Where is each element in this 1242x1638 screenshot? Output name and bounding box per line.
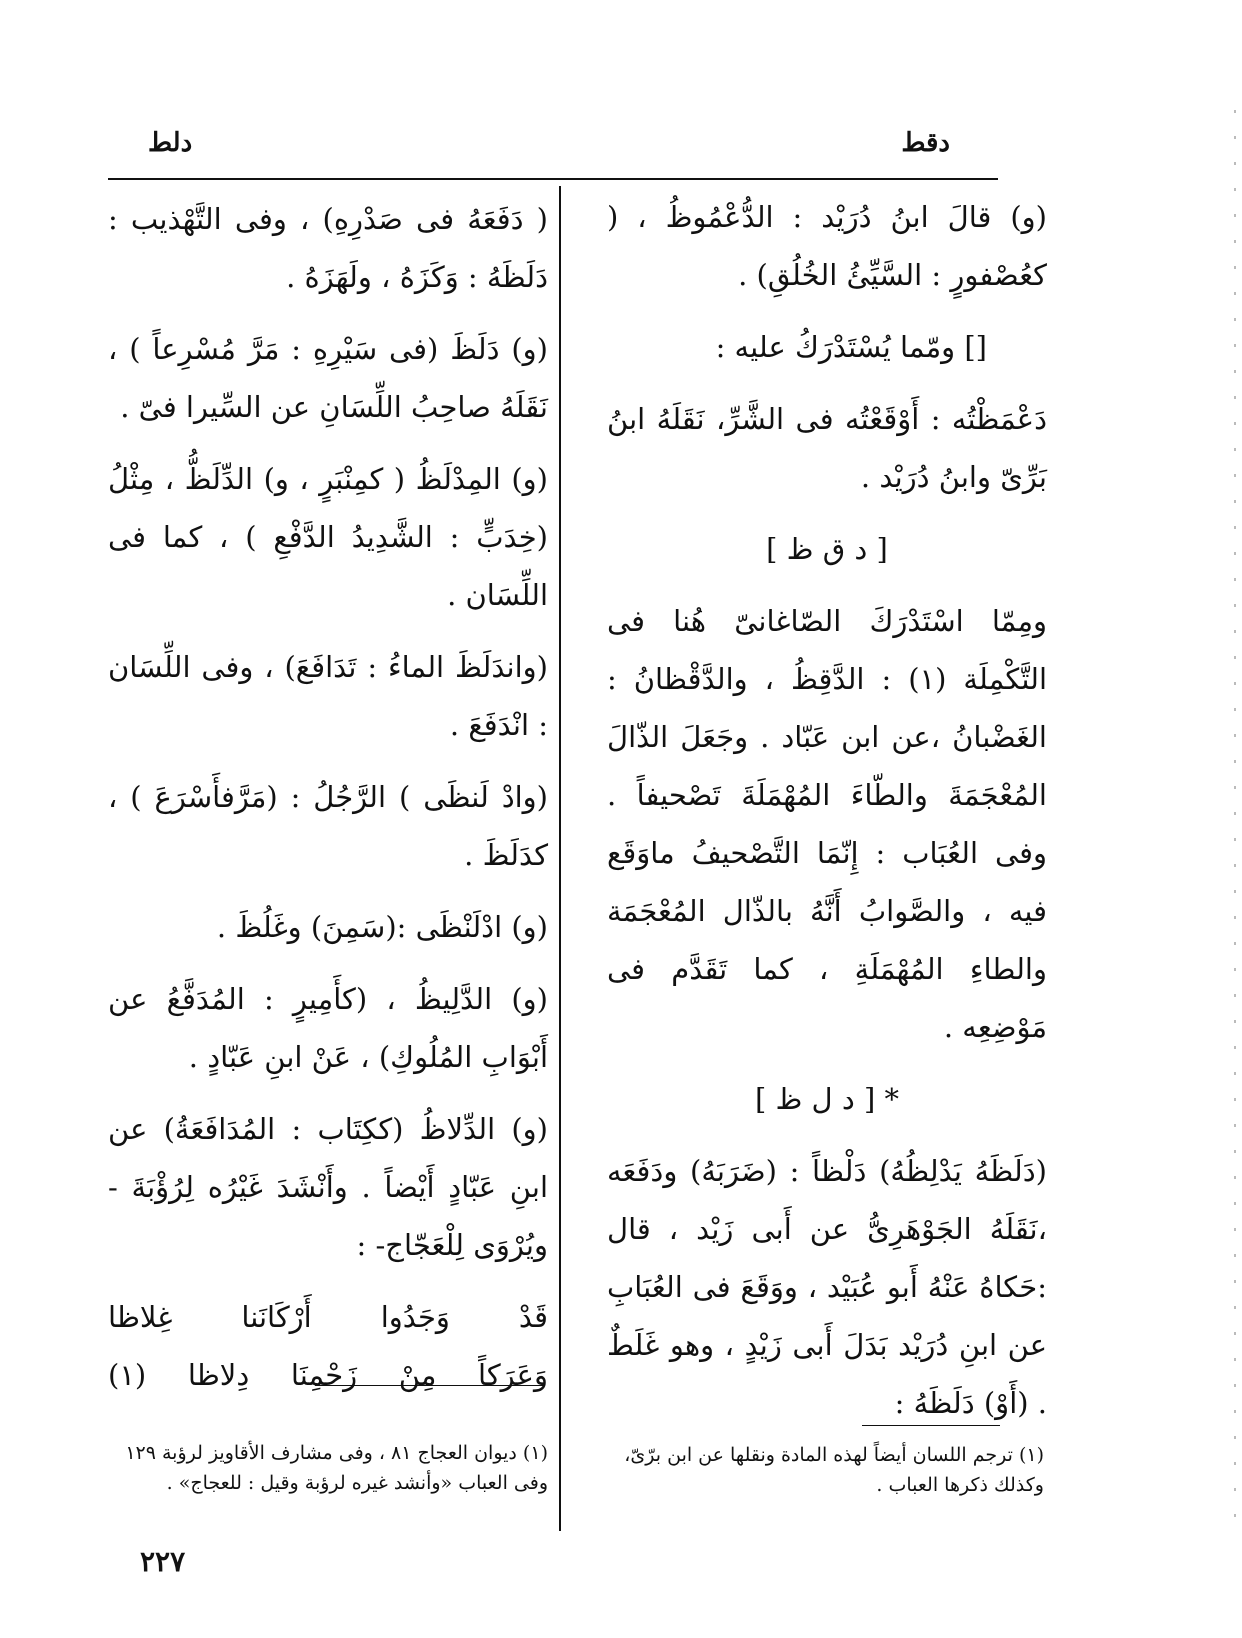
scan-edge-marks bbox=[1234, 110, 1236, 1530]
entry-heading-dlz: * [ د ل ظ ] bbox=[754, 1082, 900, 1116]
paragraph: دَعْمَظْتُه : أَوْقَعْتُه فى الشَّرِّ، نَقَلَهُ ابنُ بَرِّىّ وابنُ دُرَيْد . bbox=[607, 402, 1047, 494]
verse-block bbox=[108, 1288, 548, 1404]
running-head-right: دقط bbox=[901, 128, 950, 158]
paragraph: (و) قالَ ابنُ دُرَيْد : الدُّعْمُوظُ ، ( كعُصْفورٍ : السَّيِّئُ الخُلُقِ) . bbox=[607, 200, 1047, 292]
entry-heading-dqz: [ د ق ظ ] bbox=[766, 532, 888, 566]
paragraph: (دَلَظَهُ يَدْلِظُهُ) دَلْظاً : (ضَرَبَهُ) ودَفَعَه ،نَقَلَهُ الجَوْهَرِىُّ عن أَبى زَيْد ، قال :حَكاهُ عَنْهُ أَبو عُبَيْد ، ووَقَعَ فى العُبَابِ عن ابنِ دُرَيْد بَدَلَ أَبى زَيْدٍ ، وهو غَلَطٌ . (أَوْ) دَلَظَهُ : bbox=[607, 1154, 1047, 1420]
paragraph: (و) ادْلَنْظَى :(سَمِنَ) وغَلُظَ . bbox=[216, 910, 548, 944]
paragraph: (و) دَلَظَ (فى سَيْرِهِ : مَرَّ مُسْرِعاً ) ، نَقَلَهُ صاحِبُ اللِّسَانِ عن السِّيرا فىّ . bbox=[108, 332, 548, 424]
paragraph: [] ومّما يُسْتَدْرَكُ عليه : bbox=[715, 330, 987, 364]
running-head-left: دلط bbox=[148, 128, 193, 158]
footnote-left: (١) ديوان العجاج ٨١ ، وفى مشارف الأقاويز لرؤبة ١٢٩ وفى العباب «وأنشد غيره لرؤبة وقيل : للعجاج» . bbox=[125, 1442, 548, 1494]
verse-line: وَعَرَكاً مِنْ زَحْمِنَا دِلاظا (١) bbox=[108, 1358, 548, 1392]
paragraph: (و) المِدْلَظُ ( كمِنْبَرٍ ، و) الدِّلَظُّ ، مِثْلُ (خِدَبٍّ : الشَّدِيدُ الدَّفْعِ ) ، كما فى اللِّسَان . bbox=[108, 462, 548, 612]
header-rule bbox=[108, 178, 998, 180]
verse-line: قَدْ وَجَدُوا أَرْكَانَنا غِلاظا bbox=[108, 1300, 548, 1334]
column-divider bbox=[559, 186, 561, 1531]
paragraph: (واندَلَظَ الماءُ : تَدَافَعَ) ، وفى اللِّسَان : انْدَفَعَ . bbox=[108, 650, 548, 742]
left-column bbox=[108, 190, 548, 1404]
right-column bbox=[607, 188, 1047, 1446]
paragraph: (و) الدِّلاظُ (ككِتَاب : المُدَافَعَةُ) عن ابنِ عَبّادٍ أَيْضاً . وأَنْشَدَ غَيْرُه لِرُؤْبَةَ - ويُرْوَى لِلْعَجّاج- : bbox=[108, 1112, 548, 1262]
paragraph: ومِمّا اسْتَدْرَكَ الصّاغانىّ هُنا فى التَّكْمِلَة (١) : الدَّقِظُ ، والدَّقْظانُ : الغَضْبانُ ،عن ابن عَبّاد . وجَعَلَ الذّالَ المُعْجَمَةَ والطّاءَ المُهْمَلَةَ تَصْحيفاً . وفى العُبَاب : إِنّمَا التَّصْحيفُ ماوَقَع فيه ، والصَّوابُ أَنَّهُ بالذّال المُعْجَمَة والطاءِ المُهْمَلَةِ ، كما تَقَدَّم فى مَوْضِعِه . bbox=[607, 604, 1047, 1044]
paragraph: (وادْ لَنظَى ) الرَّجُلُ : (مَرَّفأَسْرَعَ ) ، كدَلَظَ . bbox=[108, 780, 548, 872]
footnote-right: (١) ترجم اللسان أيضاً لهذه المادة ونقلها عن ابن برّىّ، وكذلك ذكرها العباب . bbox=[624, 1444, 1044, 1496]
paragraph: ( دَفَعَهُ فى صَدْرِهِ) ، وفى التَّهْذيب : دَلَظَهُ : وَكَزَهُ ، ولَهَزَهُ . bbox=[108, 202, 548, 294]
page-number: ٢٢٧ bbox=[140, 1545, 186, 1578]
paragraph: (و) الدَّلِيظُ ، (كأَمِيرٍ : المُدَفَّعُ عن أَبْوَابِ المُلُوكِ) ، عَنْ ابنِ عَبّادٍ . bbox=[108, 982, 548, 1074]
